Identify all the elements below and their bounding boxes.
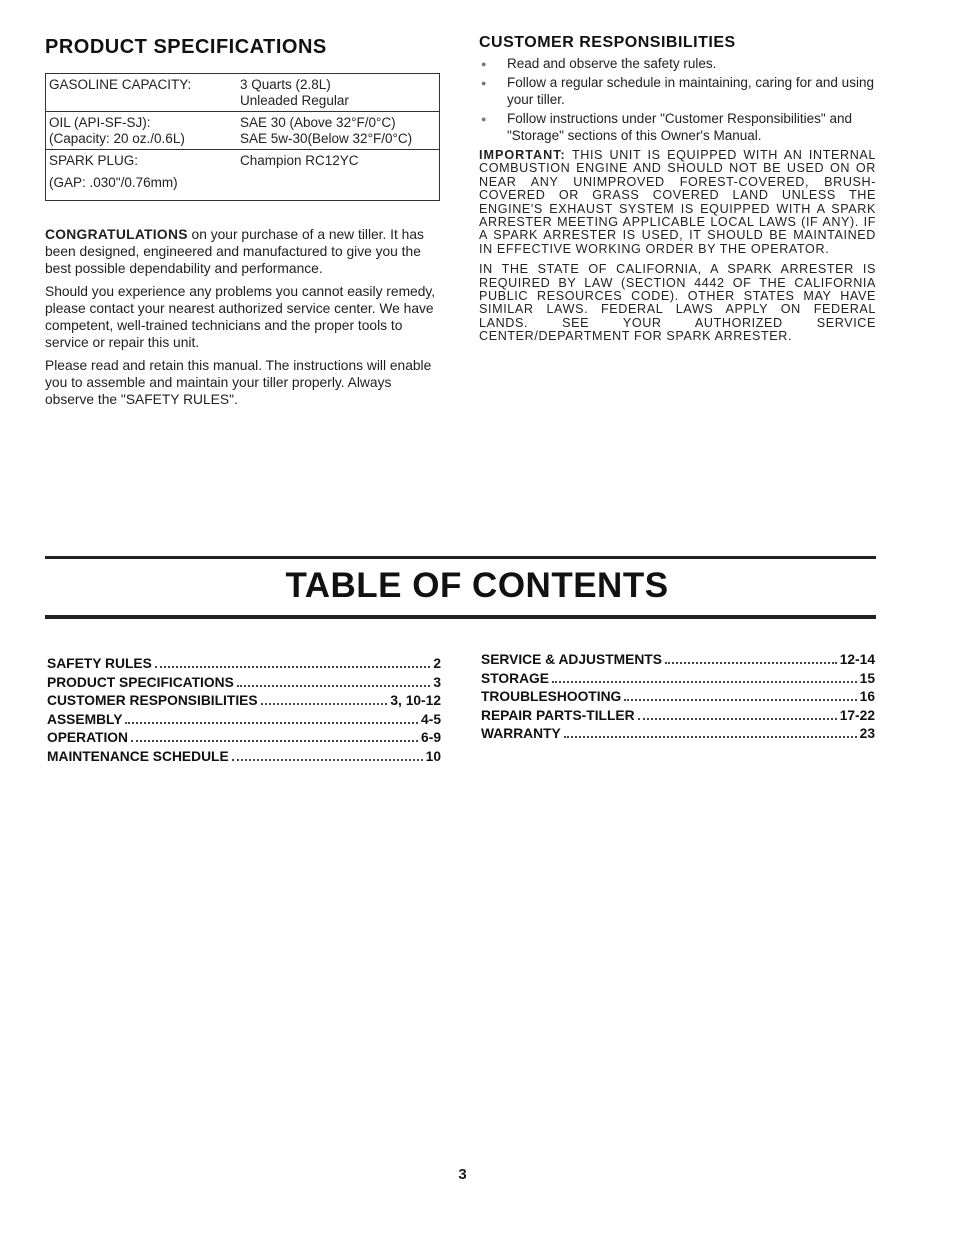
toc-entry-service-adjustments[interactable] [481,652,875,671]
product-specifications-heading: PRODUCT SPECIFICATIONS [45,36,327,58]
toc-entry-title: SAFETY RULES [47,656,152,671]
toc-left-column [47,656,441,768]
congratulations-text: on your purchase of a new tiller. It has been designed, engineered and manufactured to give you the best possible dependability and performance. [45,227,424,276]
toc-entry-page: 6-9 [421,730,441,746]
list-item-text: Read and observe the safety rules. [507,56,717,71]
toc-entry-title: PRODUCT SPECIFICATIONS [47,674,234,690]
spec-row [46,150,440,201]
divider-top [45,556,876,559]
retain-manual-paragraph: Please read and retain this manual. The instructions will enable you to assemble and maintain your tiller properly. Always observe the "SAFETY RULES". [45,358,432,407]
toc-entry-page: 17-22 [839,707,875,723]
spec-key-line: OIL (API-SF-SJ): [49,115,151,130]
toc-entry-title: SERVICE & ADJUSTMENTS [481,652,662,667]
toc-leader [125,722,418,724]
spec-key-line: SPARK PLUG: [49,153,139,168]
toc-entry-operation[interactable] [47,730,441,749]
toc-entry-title: TROUBLESHOOTING [481,689,622,705]
toc-entry-product-specifications[interactable] [47,675,441,694]
spec-key-line: (Capacity: 20 oz./0.6L) [49,131,185,146]
spec-key [46,150,238,201]
toc-entry-page: 15 [859,670,875,686]
congratulations-bold: CONGRATULATIONS [45,227,188,242]
congratulations-paragraph [45,226,440,277]
toc-leader [665,662,837,664]
page-number: 3 [458,1166,467,1183]
toc-entry-page: 23 [859,726,875,742]
spec-key [46,74,238,112]
toc-leader [564,736,857,738]
toc-entry-title: WARRANTY [481,726,561,742]
bullet-icon: ● [481,78,487,88]
toc-entry-title: CUSTOMER RESPONSIBILITIES [47,693,258,709]
toc-entry-maintenance-schedule[interactable] [47,749,441,768]
toc-leader [624,699,856,701]
spec-value-line: 3 Quarts (2.8L) [240,77,331,92]
toc-entry-page: 3 [433,674,441,690]
toc-leader [552,681,857,683]
right-column [479,34,876,344]
list-item [479,110,876,144]
toc-leader [232,759,423,761]
important-label: IMPORTANT: [479,148,566,162]
toc-entry-title: STORAGE [481,670,549,686]
toc-entry-repair-parts-tiller[interactable] [481,708,875,727]
toc-entry-page: 3, 10-12 [390,693,441,709]
toc-entry-warranty[interactable] [481,726,875,745]
spec-value [237,112,440,150]
bullet-icon: ● [481,114,487,124]
left-column [45,36,440,414]
spec-row [46,74,440,112]
toc-entry-page: 10 [425,748,441,764]
spec-value-line: Champion RC12YC [240,153,359,168]
spec-row [46,112,440,150]
toc-entry-troubleshooting[interactable] [481,689,875,708]
toc-right-column [481,652,875,745]
california-notice: IN THE STATE OF CALIFORNIA, A SPARK ARRESTER IS REQUIRED BY LAW (SECTION 4442 OF THE CALIFORNIA PUBLIC RESOURCES CODE). OTHER STATES MAY HAVE SIMILAR LAWS. FEDERAL LAWS APPLY ON FEDERAL LANDS. SEE YOUR AUTHORIZED SERVICE CENTER/DEPARTMENT FOR SPARK ARRESTER. [479,262,876,344]
spec-value-line: SAE 30 (Above 32°F/0°C) [240,115,396,130]
toc-entry-storage[interactable] [481,671,875,690]
list-item-text: Follow a regular schedule in maintaining, caring for and using your tiller. [507,75,874,107]
toc-leader [638,718,837,720]
toc-entry-assembly[interactable] [47,712,441,731]
toc-leader [155,666,431,668]
spec-key [46,112,238,150]
list-item-text: Follow instructions under "Customer Responsibilities" and "Storage" sections of this Owner's Manual. [507,111,852,143]
bullet-icon: ● [481,59,487,69]
toc-leader [131,740,418,742]
toc-entry-title: REPAIR PARTS-TILLER [481,707,635,723]
specifications-table [45,73,440,201]
table-of-contents-title: TABLE OF CONTENTS [285,566,669,605]
spec-key-line: (GAP: .030"/0.76mm) [49,175,178,190]
toc-entry-safety-rules[interactable] [47,656,441,675]
toc-entry-page: 4-5 [421,711,441,727]
list-item [479,74,876,108]
important-text: THIS UNIT IS EQUIPPED WITH AN INTERNAL COMBUSTION ENGINE AND SHOULD NOT BE USED ON OR NEAR ANY UNIMPROVED FOREST-COVERED, BRUSH-COVERED OR GRASS COVERED LAND UNLESS THE ENGINE'S EXHAUST SYSTEM IS EQUIPPED WITH A SPARK ARRESTER MEETING APPLICABLE LOCAL LAWS (IF ANY). IF A SPARK ARRESTER IS USED, IT SHOULD BE MAINTAINED IN EFFECTIVE WORKING ORDER BY THE OPERATOR. [479,148,876,256]
toc-entry-title: MAINTENANCE SCHEDULE [47,748,229,764]
toc-entry-title: ASSEMBLY [47,711,123,727]
spec-value [237,150,440,201]
spec-key-line: GASOLINE CAPACITY: [49,77,192,92]
customer-responsibilities-heading: CUSTOMER RESPONSIBILITIES [479,34,736,51]
toc-leader [261,703,388,705]
service-paragraph: Should you experience any problems you cannot easily remedy, please contact your nearest authorized service center. We have competent, well-trained technicians and the proper tools to service or repair this unit. [45,284,436,350]
spec-value-line: SAE 5w-30(Below 32°F/0°C) [240,131,413,146]
toc-entry-page: 16 [859,689,875,705]
toc-entry-customer-responsibilities[interactable] [47,693,441,712]
spec-value-line: Unleaded Regular [240,93,349,108]
list-item [479,55,876,72]
toc-entry-page: 12-14 [839,652,875,667]
toc-entry-page: 2 [433,656,441,671]
divider-bottom [45,615,876,619]
responsibilities-list [479,55,876,144]
toc-leader [237,685,431,687]
toc-entry-title: OPERATION [47,730,128,746]
spec-value [237,74,440,112]
important-notice [479,149,876,256]
